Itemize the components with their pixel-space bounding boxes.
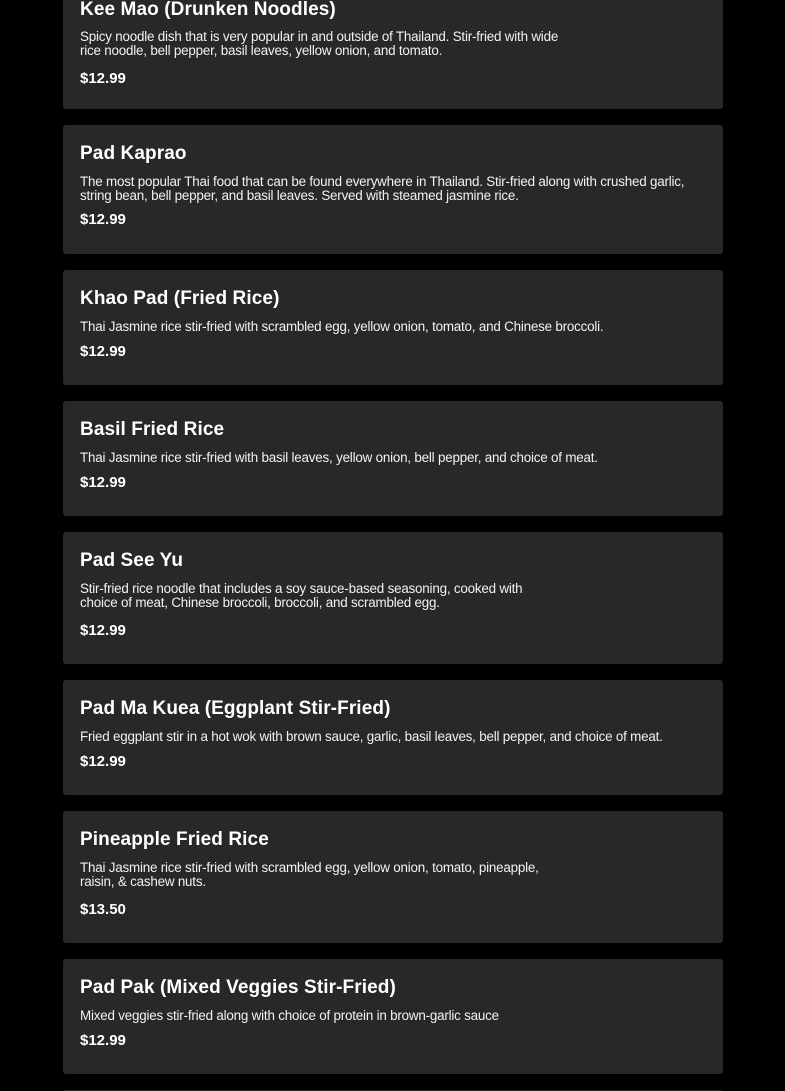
- menu-item-name: Basil Fried Rice: [80, 419, 225, 440]
- menu-item-description: Spicy noodle dish that is very popular in and outside of Thailand. Stir-fried with wide rice noodle, bell pepper, basil leaves, yellow onion, and tomato.: [80, 29, 559, 58]
- menu-item-price: $12.99: [80, 753, 126, 770]
- menu-item-price: $12.99: [80, 211, 126, 228]
- menu-item-card[interactable]: [63, 959, 723, 1074]
- menu-item-name: Pad Kaprao: [80, 143, 187, 164]
- menu-item-card[interactable]: [63, 811, 723, 943]
- menu-item-price: $12.99: [80, 622, 126, 639]
- menu-item-name: Pineapple Fried Rice: [80, 829, 269, 850]
- menu-item-card[interactable]: [63, 680, 723, 795]
- menu-item-description: Stir-fried rice noodle that includes a soy sauce-based seasoning, cooked with choice of meat, Chinese broccoli, broccoli, and scrambled egg.: [80, 581, 523, 610]
- menu-item-card[interactable]: [63, 125, 723, 254]
- menu-item-description: Mixed veggies stir-fried along with choice of protein in brown-garlic sauce: [80, 1008, 499, 1023]
- menu-item-name: Pad See Yu: [80, 550, 184, 571]
- menu-item-price: $12.99: [80, 1032, 126, 1049]
- menu-item-description: The most popular Thai food that can be found everywhere in Thailand. Stir-fried along with crushed garlic, string bean, bell pepper, and basil leaves. Served with steamed jasmine rice.: [80, 174, 685, 203]
- menu-item-name: Kee Mao (Drunken Noodles): [80, 0, 336, 20]
- menu-item-name: Khao Pad (Fried Rice): [80, 288, 280, 309]
- menu-item-card[interactable]: [63, 0, 723, 109]
- menu-item-price: $13.50: [80, 901, 126, 918]
- menu-item-description: Thai Jasmine rice stir-fried with scrambled egg, yellow onion, tomato, and Chinese broccoli.: [80, 319, 604, 334]
- menu-item-description: Fried eggplant stir in a hot wok with brown sauce, garlic, basil leaves, bell pepper, and choice of meat.: [80, 729, 663, 744]
- menu-item-name: Pad Pak (Mixed Veggies Stir-Fried): [80, 977, 396, 998]
- menu-item-description: Thai Jasmine rice stir-fried with basil leaves, yellow onion, bell pepper, and choice of meat.: [80, 450, 598, 465]
- menu-item-price: $12.99: [80, 70, 126, 87]
- menu-item-card[interactable]: [63, 401, 723, 516]
- menu-item-price: $12.99: [80, 474, 126, 491]
- menu-item-price: $12.99: [80, 343, 126, 360]
- menu-item-card[interactable]: [63, 532, 723, 664]
- menu-item-name: Pad Ma Kuea (Eggplant Stir-Fried): [80, 698, 391, 719]
- menu-item-description: Thai Jasmine rice stir-fried with scrambled egg, yellow onion, tomato, pineapple, raisin, & cashew nuts.: [80, 860, 539, 889]
- menu-item-card[interactable]: [63, 270, 723, 385]
- menu-list: [63, 0, 723, 1090]
